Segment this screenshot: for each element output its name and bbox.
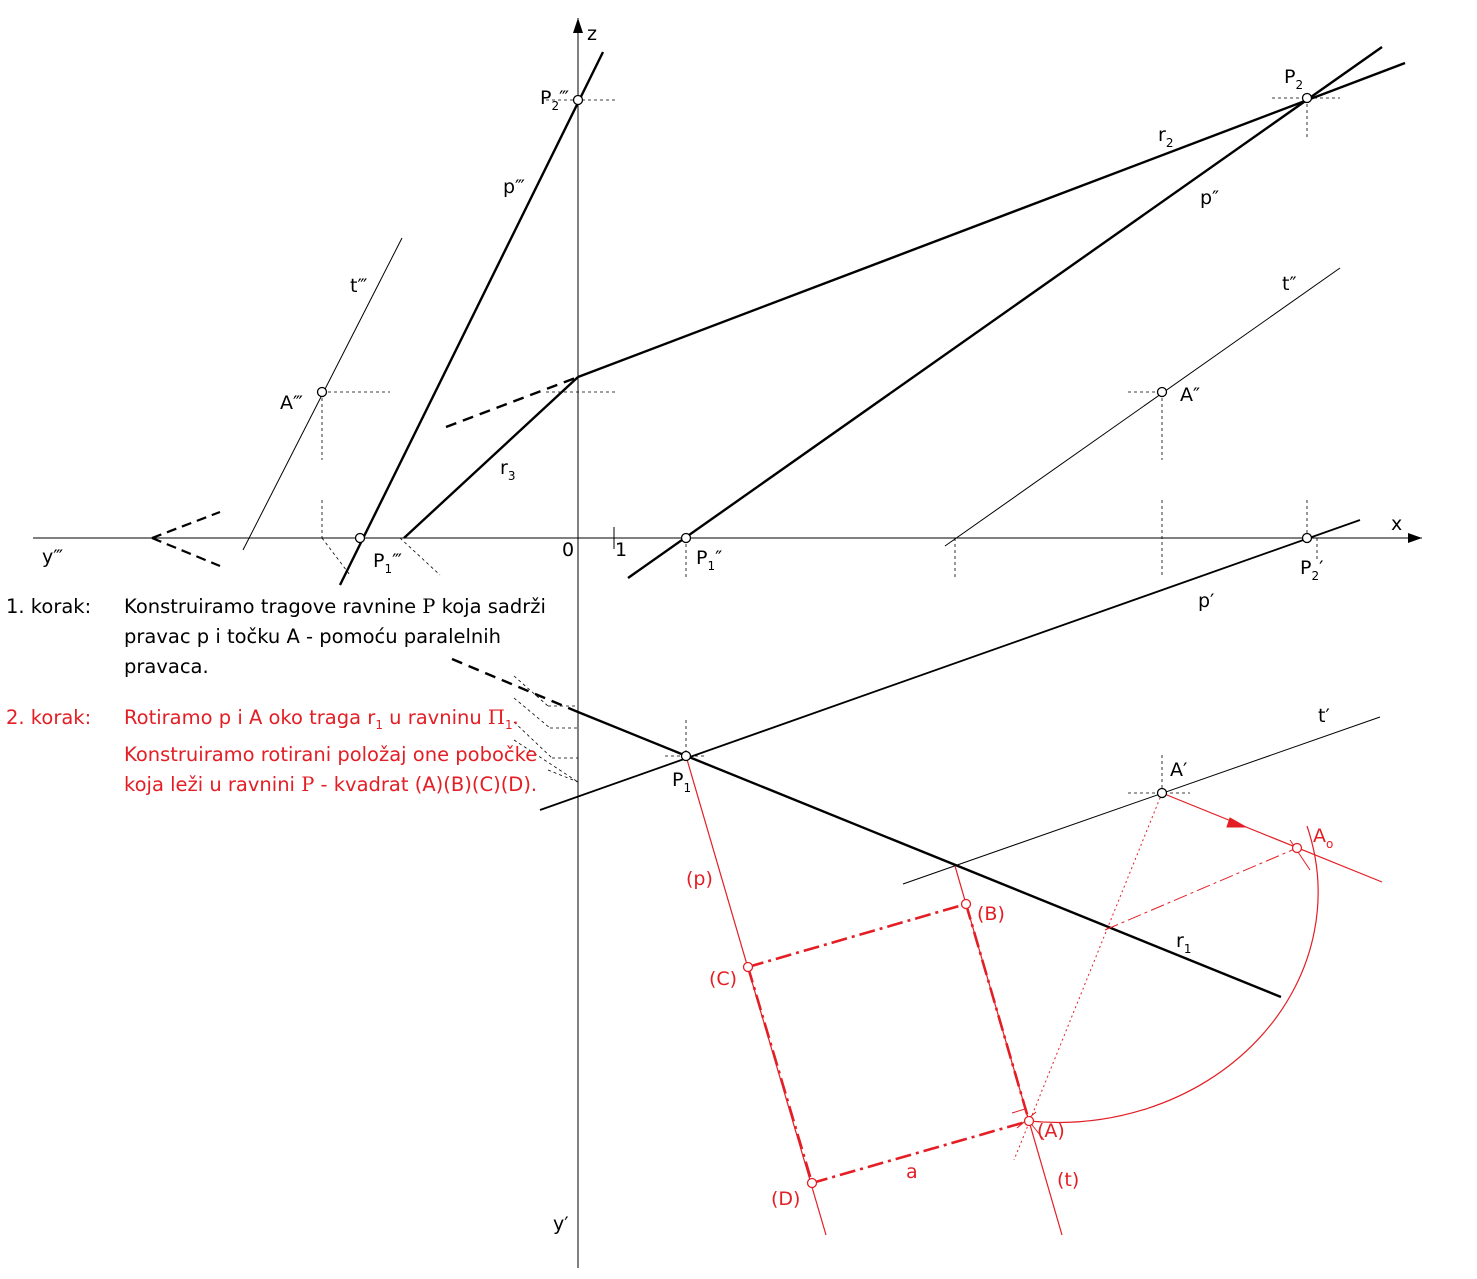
label-p-front: p″ [1200,187,1220,209]
point-C-rot [744,963,753,972]
label-P2-top: $P_2'$ [1300,557,1324,583]
point-P1-side [356,534,365,543]
label-y-side-axis: y‴ [42,546,64,568]
label-P1-side: $P_1‴$ [373,550,402,576]
line-p-side [340,52,603,585]
construction-lines [340,47,1405,997]
point-A-front [1158,388,1167,397]
label-unit: 1 [615,539,628,561]
label-r1: $r_1$ [1176,930,1192,956]
y-side-axis-arrow-upper [152,512,220,538]
label-y-ground-axis: y′ [553,1213,569,1235]
label-p-side: p‴ [503,176,525,198]
point-A-top [1158,789,1167,798]
line-p-front [628,47,1382,578]
point-D-rot [808,1179,817,1188]
line-A-rotation-perpendicular [1162,793,1382,882]
label-t-top: t′ [1318,705,1330,727]
line-p-top [540,520,1360,810]
label-p-rotated: (p) [686,868,713,890]
label-P1-front: $P_1''$ [696,547,723,573]
label-x-axis: x [1391,513,1403,535]
point-P2-front [1303,94,1312,103]
label-z-axis: z [587,23,597,45]
line-r3-dashed [446,377,578,427]
y-side-axis-arrow-lower [152,538,220,566]
label-r3: $r_3$ [500,457,516,483]
step-2-body: Rotiramo p i A oko traga $r_1$ u ravninu $\Pi_1$. Konstruiramo rotirani položaj one pobočke koja leži u ravnini P - kvadrat (A)(B)(C)(D). [124,706,538,796]
ordinal-lines [322,98,1340,793]
label-origin: 0 [562,539,575,561]
label-A-top: A′ [1170,759,1188,781]
square-side-BC [748,904,966,967]
step-2-number: 2. korak: [6,706,92,729]
label-A-rotated: (A) [1037,1120,1065,1142]
label-t-rotated: (t) [1057,1169,1080,1191]
label-t-front: t″ [1282,273,1297,295]
step-1-body: Konstruiramo tragove ravnine P koja sadrži pravac p i točku A - pomoću paralelnih pravaca. [124,595,546,678]
label-side-a: a [906,1161,918,1183]
x-axis-arrow-icon [1408,533,1422,543]
point-B-rot [962,900,971,909]
label-A-side: A‴ [280,392,303,414]
step-1-number: 1. korak: [6,595,92,618]
point-A0 [1293,844,1302,853]
label-P1-top: $P_1$ [672,769,692,795]
label-C-rotated: (C) [709,968,738,990]
label-A0: $A_o$ [1313,825,1334,851]
square-side-DA [812,1121,1029,1183]
line-hypotenuse [1105,848,1297,930]
point-P2-top [1303,534,1312,543]
z-axis-arrow-icon [573,18,583,33]
label-P2-front: $P_2$ [1284,66,1304,92]
point-A-side [318,388,327,397]
rotation-direction-arrow-icon [1227,818,1246,827]
point-A-rot [1025,1117,1034,1126]
point-P1-top [682,752,691,761]
label-r2: $r_2$ [1158,124,1174,150]
line-t-top [903,717,1380,884]
label-p-top: p′ [1198,590,1215,612]
point-P2-side [574,96,583,105]
line-dotted-A-to-A-rot [1014,793,1162,1160]
line-r2 [578,63,1405,377]
label-A-front: A″ [1180,384,1201,406]
point-P1-front [682,534,691,543]
label-P2-side: $P_2‴$ [540,87,569,113]
label-t-side: t‴ [350,275,368,297]
rotation-arc [1029,826,1318,1122]
red-labels [686,825,1333,1210]
square-side-CD [748,967,812,1183]
line-t-front [945,268,1340,546]
label-B-rotated: (B) [977,903,1005,925]
label-D-rotated: (D) [771,1188,801,1210]
